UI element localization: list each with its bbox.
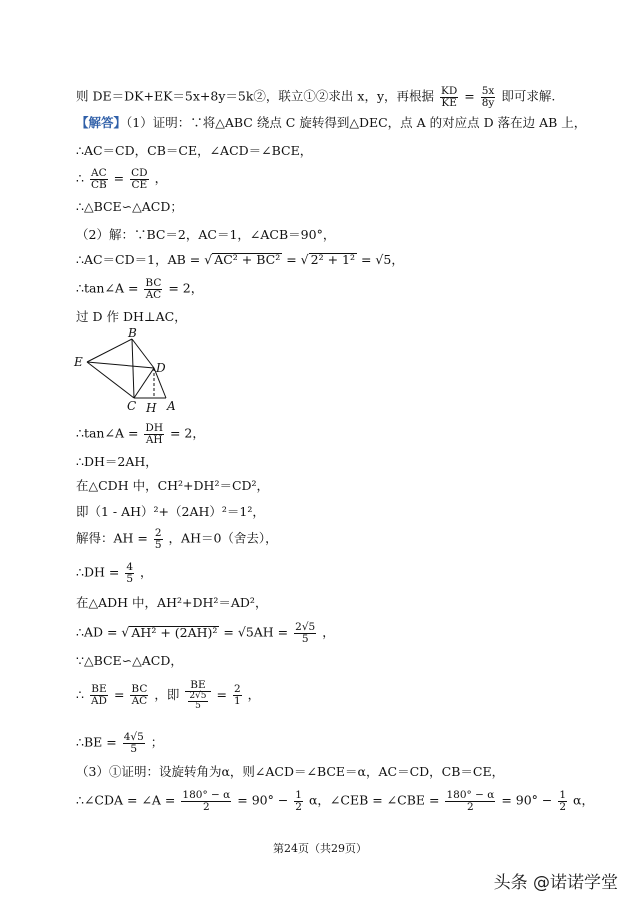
denominator: CE (131, 178, 148, 191)
text: ， (139, 564, 153, 580)
segment-ec (87, 362, 134, 398)
text: = √5， (360, 252, 404, 267)
text: = √5AH = (223, 624, 289, 640)
numerator: BE (91, 683, 107, 696)
equals: = (216, 686, 227, 702)
fraction (440, 86, 458, 108)
text-line-10 (76, 423, 205, 445)
fraction (181, 790, 231, 812)
numerator: 2 (233, 683, 241, 696)
text: ∴∠CDA = ∠A = (76, 792, 176, 808)
fraction (154, 528, 163, 550)
text: ∴BE = (76, 734, 117, 750)
text-line-8 (76, 278, 203, 300)
numerator: BC (145, 277, 162, 289)
denominator: 2 (467, 800, 474, 813)
text: α，∠CEB = ∠CBE = (308, 792, 440, 808)
numerator: 2 (154, 527, 162, 539)
text-line-3 (76, 145, 312, 158)
fraction (144, 423, 164, 445)
text-line-15 (76, 562, 153, 584)
numerator: 4 (126, 561, 133, 573)
denominator: AC (131, 694, 148, 707)
denominator: 8y (481, 96, 495, 109)
page-footer: 第24页（共29页） (273, 842, 367, 855)
fraction (233, 684, 242, 706)
denominator: 1 (233, 694, 241, 707)
fraction (90, 168, 108, 190)
text: 解得：AH = (76, 530, 148, 546)
fraction (90, 684, 108, 706)
text: 在△ADH 中，AH²+DH²＝AD²， (76, 595, 268, 610)
numerator: CD (131, 167, 148, 179)
segment-bd (132, 339, 154, 368)
segment-ed (87, 362, 154, 368)
watermark: 头条 @诺诺学堂 (493, 873, 618, 893)
text: ， (154, 170, 168, 186)
denominator: 5 (154, 538, 162, 551)
denominator (185, 692, 210, 711)
sqrt-expr: AH² + (2AH)² (131, 624, 218, 640)
text-line-4 (76, 168, 167, 190)
text-line-22 (76, 790, 594, 812)
text-line-20 (76, 732, 163, 754)
text-line-19 (76, 680, 260, 711)
numerator: 180° − α (446, 789, 495, 801)
text: 即（1 - AH）²+（2AH）²＝1²， (76, 504, 265, 519)
text-line-21 (76, 766, 504, 779)
equals: = (113, 170, 125, 186)
denominator: 2 (559, 800, 567, 813)
text: 即可求解. (501, 88, 556, 104)
text: ； (150, 734, 164, 750)
text: （2）解：∵BC＝2，AC＝1，∠ACB＝90°， (76, 227, 336, 242)
fraction (188, 692, 207, 711)
denominator: 2 (202, 800, 210, 813)
text-line-18 (76, 655, 183, 668)
fraction (123, 732, 145, 754)
text-line-12 (76, 480, 269, 493)
label-b: B (128, 326, 137, 340)
fraction (558, 790, 567, 812)
numerator: BE (185, 680, 210, 692)
text-line-13 (76, 506, 265, 519)
numerator: 2√5 (189, 690, 207, 701)
text-line-7: ∴AC＝CD＝1，AB = √ AC² + BC² = √ 2² + 1² = √5， (76, 252, 404, 267)
geometry-figure (70, 326, 190, 416)
text: 在△CDH 中，CH²+DH²＝CD²， (76, 478, 270, 493)
text-line-16 (76, 597, 267, 610)
label-d: D (156, 361, 166, 375)
compound-fraction (185, 680, 210, 711)
fraction (445, 790, 495, 812)
denominator: 5 (301, 632, 309, 645)
text: 过 D 作 DH⊥AC， (76, 309, 187, 324)
text-line-5 (76, 201, 183, 214)
label-c: C (127, 399, 137, 413)
text: = 2， (169, 425, 205, 441)
fraction (294, 622, 316, 644)
text: ∴tan∠A = (76, 425, 139, 441)
label-h: H (146, 401, 157, 415)
numerator: 180° − α (182, 789, 231, 801)
text: ∴ (76, 170, 84, 186)
denominator: AH (145, 433, 163, 446)
text: ∴ (76, 686, 84, 702)
numerator: DH (145, 422, 163, 434)
fraction (125, 562, 134, 584)
text: ∴△BCE∽△ACD； (76, 199, 183, 214)
fraction (130, 684, 148, 706)
denominator: 5 (130, 742, 138, 755)
text-line-11 (76, 456, 158, 469)
text: （3）①证明：设旋转角为α，则∠ACD＝∠BCE＝α，AC＝CD，CB＝CE， (76, 764, 505, 779)
denominator: AD (90, 694, 107, 707)
denominator: 5 (195, 700, 201, 711)
fraction (130, 168, 148, 190)
text-line-14 (76, 528, 278, 550)
text-line-1 (76, 86, 555, 108)
label-e: E (74, 355, 83, 369)
denominator: 5 (126, 572, 133, 585)
numerator: AC (91, 167, 107, 179)
numerator: 5x (481, 85, 495, 97)
text: = 2， (168, 280, 204, 296)
denominator: AC (145, 288, 162, 301)
text-line-2 (76, 117, 586, 130)
text: ， (322, 624, 335, 640)
text: = 90° − (501, 792, 553, 808)
text: ∵△BCE∽△ACD， (76, 653, 183, 668)
text: ， (247, 686, 261, 702)
sqrt-expr: 2² + 1² (310, 252, 355, 267)
text: 则 DE＝DK+EK＝5x+8y＝5k②，联立①②求出 x，y，再根据 (76, 88, 435, 104)
segment-bc (132, 339, 134, 398)
segment-eb (87, 339, 132, 362)
numerator: KD (441, 85, 458, 97)
fraction (294, 790, 303, 812)
text: ∴tan∠A = (76, 280, 139, 296)
text: ，即 (154, 686, 180, 702)
equals: = (464, 88, 475, 104)
text: （1）证明：∵将△ABC 绕点 C 旋转得到△DEC，点 A 的对应点 D 落在边 AB 上， (126, 115, 587, 130)
text: ，AH＝0（舍去）， (168, 530, 278, 546)
equals: = (113, 686, 125, 702)
text-line-9 (76, 311, 187, 324)
text: ∴AC＝CD，CB＝CE，∠ACD＝∠BCE， (76, 143, 313, 158)
text-line-6 (76, 229, 335, 242)
text: ∴AC＝CD＝1，AB = (76, 252, 201, 267)
fraction (481, 86, 496, 108)
numerator: 1 (295, 789, 302, 801)
denominator: 2 (295, 800, 302, 813)
fraction (144, 278, 162, 300)
numerator: 4√5 (123, 731, 144, 743)
answer-tag: 【解答】 (76, 115, 127, 130)
text: ∴AD = (76, 624, 118, 640)
segment-cd (134, 368, 154, 398)
numerator: BC (131, 683, 148, 696)
label-a: A (167, 399, 176, 413)
text: ∴DH＝2AH， (76, 454, 158, 469)
numerator: 1 (559, 789, 567, 801)
text: ∴DH = (76, 564, 120, 580)
sqrt-expr: AC² + BC² (214, 252, 281, 267)
denominator: KE (441, 96, 457, 109)
text: = 90° − (237, 792, 289, 808)
denominator: CB (90, 178, 107, 191)
text: α， (573, 792, 594, 808)
text-line-17: ∴AD = √ AH² + (2AH)² = √5AH = $\frac{2√5}{5}$ ， (76, 621, 335, 645)
equals: = (286, 252, 297, 267)
numerator: 2√5 (295, 621, 316, 633)
